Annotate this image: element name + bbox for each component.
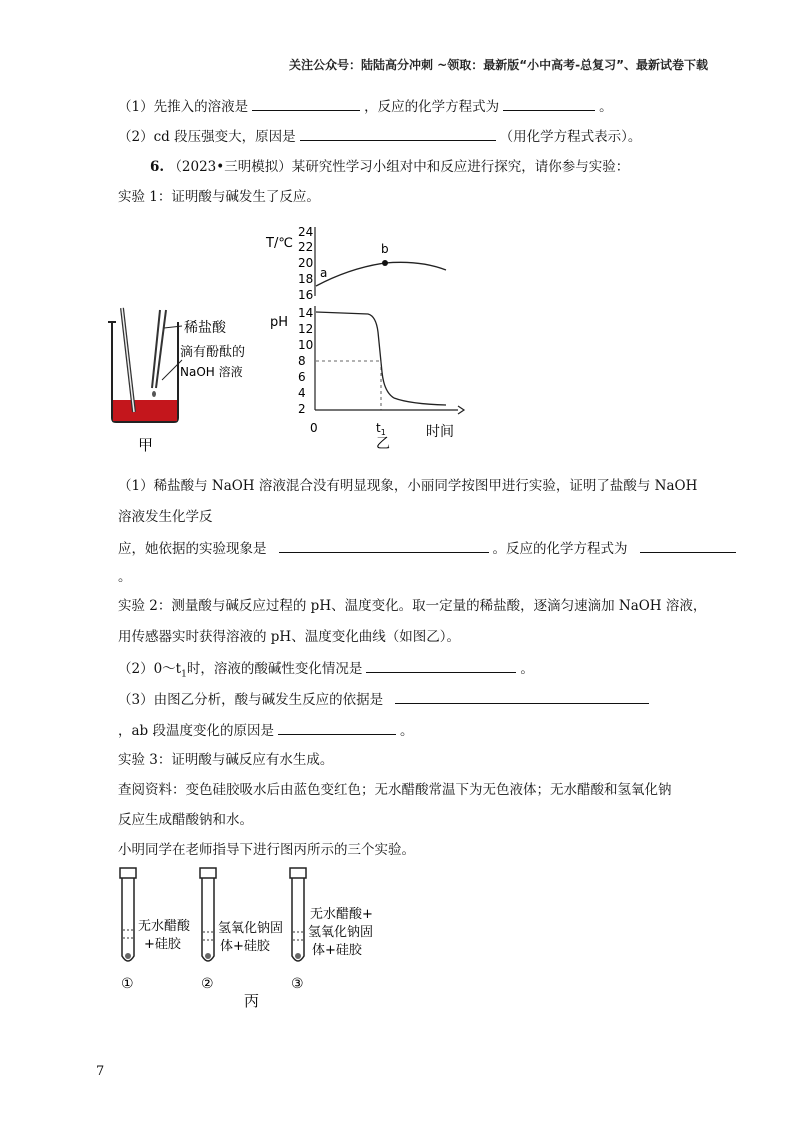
answer-blank[interactable]	[366, 658, 516, 673]
tube1-label-line2: +硅胶	[144, 937, 181, 952]
tube2-label-line2: 体+硅胶	[220, 939, 270, 954]
answer-blank[interactable]	[395, 689, 649, 704]
s3-line1: （3）由图乙分析，酸与碱发生反应的依据是	[118, 689, 653, 710]
label-dilute-hcl: 稀盐酸	[184, 320, 226, 336]
page-number: 7	[96, 1064, 105, 1079]
tube2-label-line1: 氢氧化钠固	[218, 921, 284, 936]
svg-text:18: 18	[298, 272, 314, 286]
figure-yi-label: 乙	[376, 436, 390, 452]
point-b-label: b	[381, 242, 389, 256]
prev-q1-text-c: 。	[599, 99, 613, 115]
q6-intro-line	[150, 157, 629, 177]
question-number: 6.	[150, 159, 165, 175]
tube1-label-line1: 无水醋酸	[138, 919, 191, 934]
svg-text:14: 14	[298, 306, 314, 320]
figure-bing	[108, 866, 408, 1011]
page-header: 关注公众号：陆陆高分冲刺 ~领取：最新版“小中高考-总复习”、最新试卷下载	[289, 58, 708, 72]
s3-line2: ，ab 段温度变化的原因是 。	[118, 720, 413, 741]
answer-blank[interactable]	[279, 538, 489, 553]
svg-text:6: 6	[298, 370, 306, 384]
test-tube-1	[120, 868, 191, 992]
tube3-label-line3: 体+硅胶	[312, 943, 362, 958]
s2-line: $(2)0\sim t_1$时，溶液的酸碱性变化情况是 。	[118, 658, 534, 685]
ph-axis-ticks	[298, 306, 313, 416]
answer-blank[interactable]	[503, 96, 595, 111]
label-naoh-solution: NaOH 溶液	[180, 365, 243, 379]
svg-text:2: 2	[298, 402, 306, 416]
prev-q2-text-b: （用化学方程式表示）。	[499, 129, 642, 145]
question-intro: （2023•三明模拟）某研究性学习小组对中和反应进行探究，请你参与实验：	[168, 159, 630, 175]
tube3-label-line2: 氢氧化钠固	[308, 925, 374, 940]
t-axis-ticks	[298, 225, 313, 302]
prev-q1-text: （1）先推入的溶液是	[118, 99, 249, 115]
s1-text-a: 应，她依据的实验现象是	[118, 541, 267, 557]
point-b-marker	[382, 260, 388, 266]
s1-line2: 溶液发生化学反	[118, 509, 213, 525]
exp3-title: 实验 3：证明酸与碱反应有水生成。	[118, 752, 334, 768]
svg-text:4: 4	[298, 386, 306, 400]
ph-axis-label: pH	[270, 315, 289, 330]
figure-jia-label: 甲	[138, 436, 154, 454]
svg-text:8: 8	[298, 354, 306, 368]
temperature-axis-label: T/℃	[266, 236, 293, 251]
prev-q1-text-b: ，反应的化学方程式为	[364, 99, 500, 115]
s1-line4: 。	[118, 569, 132, 585]
exp2-line2: 用传感器实时获得溶液的 pH、温度变化曲线（如图乙）。	[118, 629, 460, 645]
origin-label: 0	[310, 421, 318, 435]
test-tube-3	[290, 868, 373, 992]
svg-text:16: 16	[298, 288, 314, 302]
prev-q2-line	[118, 126, 641, 147]
label-phenolphthalein: 滴有酚酞的	[180, 345, 246, 360]
info-line1: 查阅资料：变色硅胶吸水后由蓝色变红色；无水醋酸常温下为无色液体；无水醋酸和氢氧化钠	[118, 782, 672, 798]
exp2-line1: 实验 2：测量酸与碱反应过程的 pH、温度变化。取一定量的稀盐酸，逐滴匀速滴加 NaOH 溶液，	[118, 598, 707, 614]
test-tube-2	[200, 868, 283, 992]
prev-q1-line	[118, 96, 613, 117]
s1-text-b: 。反应的化学方程式为	[492, 541, 628, 557]
figure-yi-chart	[260, 222, 480, 452]
s1-line1: （1）稀盐酸与 NaOH 溶液混合没有明显现象，小丽同学按图甲进行实验，证明了盐酸与 NaOH	[118, 478, 698, 494]
tube2-number: ②	[201, 976, 214, 992]
tube1-number: ①	[121, 976, 134, 992]
tube3-label-line1: 无水醋酸+	[310, 907, 373, 922]
prev-q2-text: （2）cd 段压强变大，原因是	[118, 129, 296, 145]
tube3-number: ③	[291, 976, 304, 992]
xiaoming-line: 小明同学在老师指导下进行图丙所示的三个实验。	[118, 842, 415, 858]
svg-text:12: 12	[298, 322, 314, 336]
time-axis-label: 时间	[426, 424, 454, 440]
svg-text:10: 10	[298, 338, 314, 352]
exp1-title: 实验 1：证明酸与碱发生了反应。	[118, 189, 320, 205]
red-solution	[113, 400, 177, 421]
temperature-curve	[316, 262, 446, 286]
answer-blank[interactable]	[640, 538, 736, 553]
s1-line3	[118, 538, 740, 559]
t1-label: $t_1$	[376, 421, 386, 437]
info-line2: 反应生成醋酸钠和水。	[118, 812, 253, 828]
svg-text:20: 20	[298, 256, 314, 270]
answer-blank[interactable]	[278, 720, 396, 735]
svg-text:22: 22	[298, 240, 314, 254]
figure-bing-label: 丙	[244, 992, 260, 1010]
svg-text:24: 24	[298, 225, 314, 239]
point-a-label: a	[320, 266, 328, 280]
answer-blank[interactable]	[252, 96, 360, 111]
answer-blank[interactable]	[300, 126, 496, 141]
